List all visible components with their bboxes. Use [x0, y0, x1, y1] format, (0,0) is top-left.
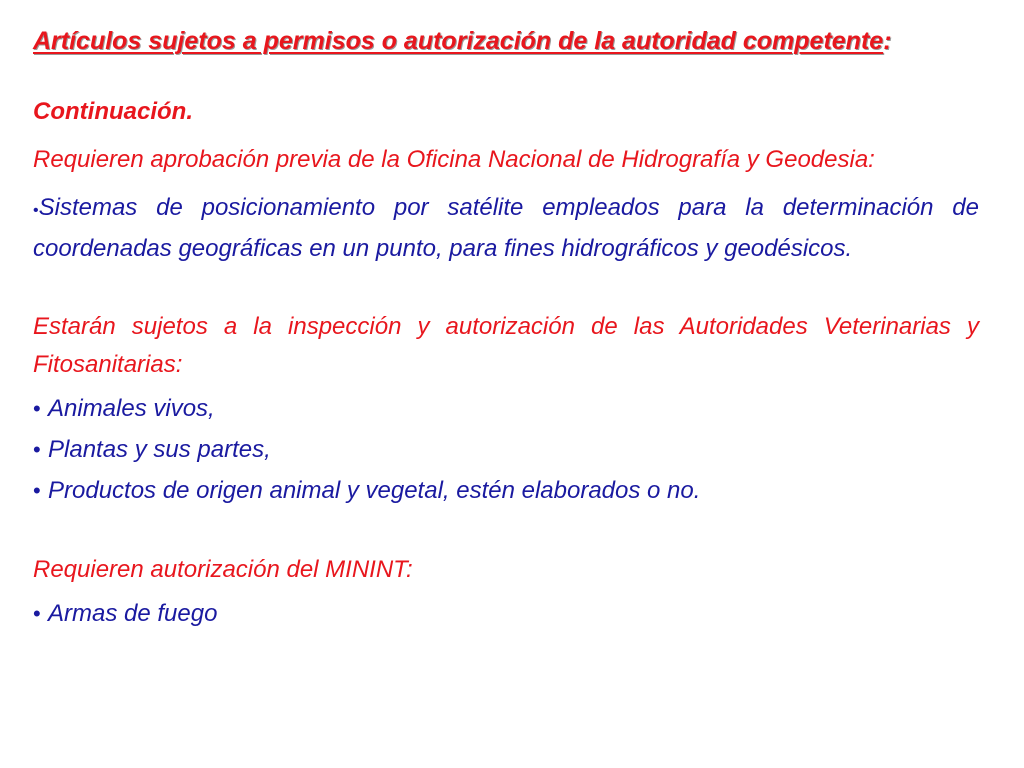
- list-item: [33, 388, 979, 429]
- section-hidrografia-item-text: Sistemas de posicionamiento por satélite empleados para la determinación de coordenadas geográficas en un punto, para fines hidrográficos y geodésicos.: [33, 194, 979, 262]
- list-item: [33, 593, 979, 634]
- list-item-text: Productos de origen animal y vegetal, estén elaborados o no.: [48, 477, 701, 504]
- list-item: [33, 470, 979, 511]
- bullet-icon: •: [33, 202, 39, 219]
- slide-subtitle: Continuación.: [33, 98, 193, 125]
- section-hidrografia-heading: Requieren aprobación previa de la Oficina Nacional de Hidrografía y Geodesia:: [33, 146, 875, 173]
- list-item-text: Plantas y sus partes,: [48, 436, 271, 463]
- slide-content: [33, 24, 979, 634]
- slide-title-text: Artículos sujetos a permisos o autorización de la autoridad competente: [33, 27, 884, 55]
- section-minint-list: [33, 593, 979, 634]
- section-veterinaria-list: [33, 388, 979, 511]
- bullet-icon: •: [33, 396, 41, 421]
- section-veterinaria-heading: Estarán sujetos a la inspección y autorización de las Autoridades Veterinarias y Fitosanitarias:: [33, 313, 979, 378]
- section-minint-heading: Requieren autorización del MININT:: [33, 556, 413, 583]
- list-item: [33, 429, 979, 470]
- list-item-text: Animales vivos,: [48, 395, 215, 422]
- list-item-text: Armas de fuego: [48, 600, 218, 627]
- bullet-icon: •: [33, 478, 41, 503]
- section-hidrografia-item: [33, 189, 979, 268]
- bullet-icon: •: [33, 437, 41, 462]
- bullet-icon: •: [33, 601, 41, 626]
- slide-title-colon: :: [883, 27, 892, 55]
- slide-title: [33, 24, 979, 58]
